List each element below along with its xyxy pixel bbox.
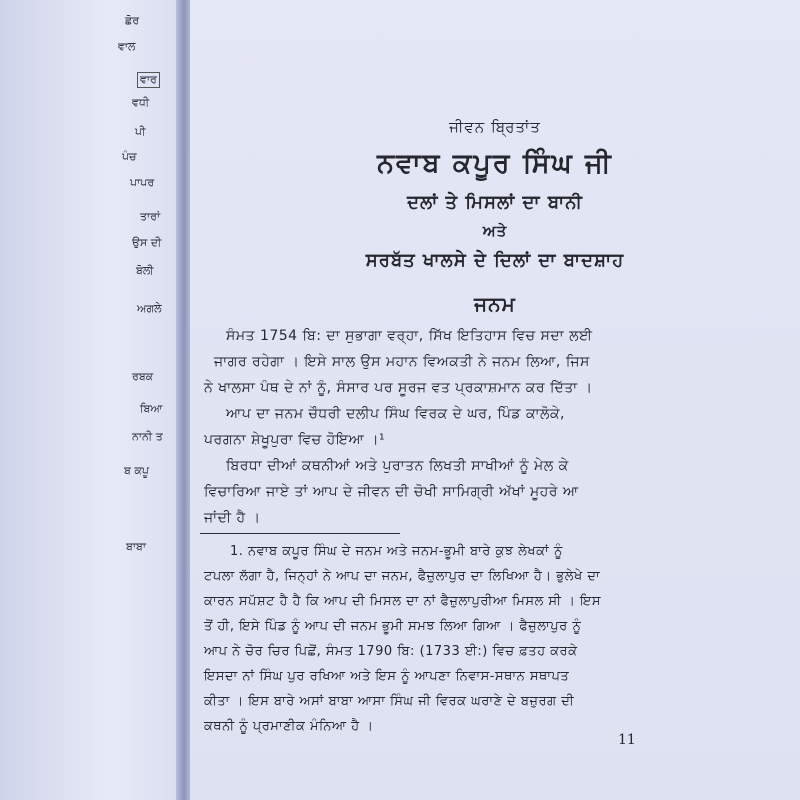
footnote-line: ਕੀਤਾ । ਇਸ ਬਾਰੇ ਅਸਾਂ ਬਾਬਾ ਆਸਾ ਸਿੰਘ ਜੀ ਵਿਰਕ ਘਰਾਣੇ ਦੇ ਬਜ਼ੁਰਗ ਦੀ xyxy=(204,694,575,709)
title-line-1: ਦਲਾਂ ਤੇ ਮਿਸਲਾਂ ਦਾ ਬਾਨੀ xyxy=(407,192,583,213)
book-page xyxy=(190,0,800,800)
footnote-line: ਇਸਦਾ ਨਾਂ ਸਿੰਘ ਪੁਰ ਰਖਿਆ ਅਤੇ ਇਸ ਨੂੰ ਆਪਣਾ ਨਿਵਾਸ-ਸਥਾਨ ਸਥਾਪਤ xyxy=(204,669,570,684)
body-line: ਜਾਗਰ ਰਹੇਗਾ । ਇਸੇ ਸਾਲ ਉਸ ਮਹਾਨ ਵਿਅਕਤੀ ਨੇ ਜਨਮ ਲਿਆ, ਜਿਸ xyxy=(214,354,590,370)
facing-page-edge xyxy=(0,0,185,800)
fragment-text: ਬਾਬਾ xyxy=(126,540,147,553)
footnote-line: ਕਥਨੀ ਨੂੰ ਪ੍ਰਮਾਣੀਕ ਮੰਨਿਆ ਹੈ । xyxy=(204,719,374,734)
title-line-3: ਸਰਬੱਤ ਖਾਲਸੇ ਦੇ ਦਿਲਾਂ ਦਾ ਬਾਦਸ਼ਾਹ xyxy=(365,250,625,271)
body-line: ਜਾਂਦੀ ਹੈ । xyxy=(204,510,261,526)
footnote-line: ਤੋਂ ਹੀ, ਇਸੇ ਪਿੰਡ ਨੂੰ ਆਪ ਦੀ ਜਨਮ ਭੂਮੀ ਸਮਝ ਲਿਆ ਗਿਆ । ਫੈਜ਼ੁਲਾਪੁਰ ਨੂੰ xyxy=(204,619,582,634)
fragment-text: ਵਾਲ xyxy=(118,40,136,53)
body-line: ਸੰਮਤ 1754 ਬਿ: ਦਾ ਸੁਭਾਗਾ ਵਰ੍ਹਾ, ਸਿੱਖ ਇਤਿਹਾਸ ਵਿਚ ਸਦਾ ਲਈ xyxy=(226,328,593,344)
fragment-text: ਪੀ xyxy=(135,125,146,138)
chapter-subtitle: ਜੀਵਨ ਬ੍ਰਿਤਾਂਤ xyxy=(449,118,541,136)
body-line: ਆਪ ਦਾ ਜਨਮ ਚੌਧਰੀ ਦਲੀਪ ਸਿੰਘ ਵਿਰਕ ਦੇ ਘਰ, ਪਿੰਡ ਕਾਲੋਕੇ, xyxy=(226,406,565,422)
fragment-text: ਵਾਰ xyxy=(137,72,160,88)
fragment-text: ਬ ਕਪੂ xyxy=(124,464,149,477)
footnote-rule xyxy=(200,533,400,534)
fragment-text: ਬਿਆ xyxy=(140,402,163,415)
fragment-text: ਵਧੀ xyxy=(132,96,150,109)
body-line: ਵਿਚਾਰਿਆ ਜਾਏ ਤਾਂ ਆਪ ਦੇ ਜੀਵਨ ਦੀ ਚੋਖੀ ਸਾਮਿਗ੍ਰੀ ਅੱਖਾਂ ਮੂਹਰੇ ਆ xyxy=(204,484,579,500)
page-number: 11 xyxy=(618,732,636,748)
fragment-text: ਛੋਰ xyxy=(125,14,140,27)
footnote-line: ਕਾਰਨ ਸਪੱਸ਼ਟ ਹੈ ਹੈ ਕਿ ਆਪ ਦੀ ਮਿਸਲ ਦਾ ਨਾਂ ਫੈਜ਼ੁਲਾਪੁਰੀਆ ਮਿਸਲ ਸੀ । ਇਸ xyxy=(204,594,601,609)
body-line: ਪਰਗਨਾ ਸ਼ੇਖੂਪੁਰਾ ਵਿਚ ਹੋਇਆ ।¹ xyxy=(204,432,386,448)
section-heading: ਜਨਮ xyxy=(474,292,516,316)
footnote-line: ਟਪਲਾ ਲੱਗਾ ਹੈ, ਜਿਨ੍ਹਾਂ ਨੇ ਆਪ ਦਾ ਜਨਮ, ਫੈਜ਼ੁਲਾਪੁਰ ਦਾ ਲਿਖਿਆ ਹੈ। ਭੁਲੇਖੇ ਦਾ xyxy=(204,569,601,584)
title-line-2: ਅਤੇ xyxy=(482,222,508,240)
footnote-line: 1. ਨਵਾਬ ਕਪੂਰ ਸਿੰਘ ਦੇ ਜਨਮ ਅਤੇ ਜਨਮ-ਭੂਮੀ ਬਾਰੇ ਕੁਝ ਲੇਖਕਾਂ ਨੂੰ xyxy=(230,544,563,559)
footnote-line: ਆਪ ਨੇ ਚੋਰ ਚਿਰ ਪਿਛੋਂ, ਸੰਮਤ 1790 ਬਿ: (1733 ਈ:) ਵਿਚ ਫ਼ਤਹ ਕਰਕੇ xyxy=(204,644,578,659)
body-line: ਨੇ ਖਾਲਸਾ ਪੰਥ ਦੇ ਨਾਂ ਨੂੰ, ਸੰਸਾਰ ਪਰ ਸੂਰਜ ਵਤ ਪ੍ਰਕਾਸ਼ਮਾਨ ਕਰ ਦਿੱਤਾ । xyxy=(204,380,593,396)
chapter-title: ਨਵਾਬ ਕਪੂਰ ਸਿੰਘ ਜੀ xyxy=(377,148,613,179)
fragment-text: ਤਾਰਾਂ xyxy=(140,210,161,223)
body-line: ਬਿਰਧਾ ਦੀਆਂ ਕਥਨੀਆਂ ਅਤੇ ਪੁਰਾਤਨ ਲਿਖਤੀ ਸਾਖੀਆਂ ਨੂੰ ਮੇਲ ਕੇ xyxy=(226,458,569,474)
fragment-text: ਉਸ ਦੀ xyxy=(132,236,162,249)
fragment-text: ਅਗਲੇ xyxy=(137,302,162,315)
fragment-text: ਰਬਕ xyxy=(132,370,154,383)
fragment-text: ਪਾਪਰ xyxy=(130,176,155,189)
fragment-text: ਬੋਲੀ xyxy=(136,264,154,277)
fragment-text: ਪੰਚ xyxy=(122,150,137,163)
fragment-text: ਨਾਨੀ ਤ xyxy=(132,430,163,443)
